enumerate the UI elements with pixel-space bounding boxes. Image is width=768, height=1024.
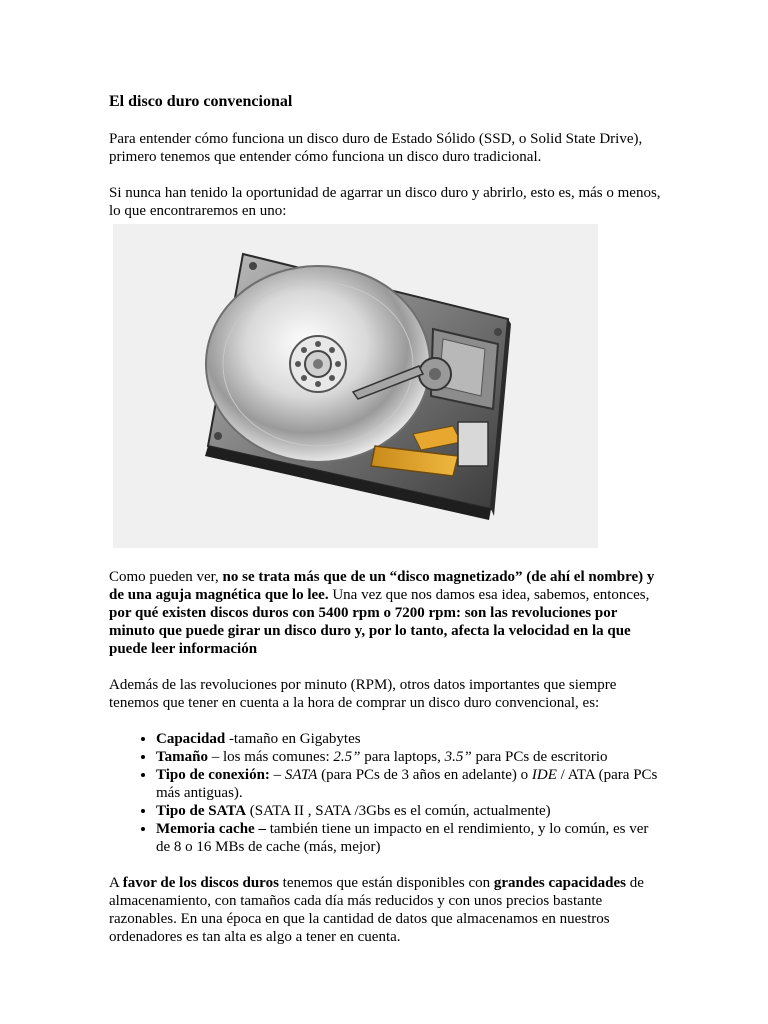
sata-type-text: (SATA II , SATA /3Gbs es el común, actualmente): [246, 803, 551, 819]
size-em-2: 3.5”: [444, 749, 472, 765]
paragraph-intro: Para entender cómo funciona un disco duro de Estado Sólido (SSD, o Solid State Drive), primero tenemos que entender cómo funciona un disco duro tradicional.: [109, 131, 643, 165]
connection-label: Tipo de conexión:: [156, 767, 270, 783]
p3-bold-1: no se trata más que de un “disco magnetizado” (de ahí el nombre) y de una aguja magnética que lo lee.: [109, 569, 655, 603]
hard-drive-illustration: [113, 224, 598, 548]
p3-text-1: Como pueden ver,: [109, 569, 223, 585]
connection-em-2: IDE: [531, 767, 557, 783]
paragraph-other-data: Además de las revoluciones por minuto (RPM), otros datos importantes que siempre tenemos que tener en cuenta a la hora de comprar un disco duro convencional, es:: [109, 677, 617, 711]
hard-drive-photo: [113, 224, 598, 548]
paragraph-magnetized-disk: [109, 568, 664, 658]
size-em-1: 2.5”: [333, 749, 361, 765]
sata-type-label: Tipo de SATA: [156, 803, 247, 819]
capacity-text: -tamaño en Gigabytes: [225, 731, 361, 747]
p5-bold-1: favor de los discos duros: [122, 875, 279, 891]
connection-em-1: SATA: [284, 767, 318, 783]
size-text-3: para PCs de escritorio: [471, 749, 608, 765]
size-text-2: para laptops,: [360, 749, 445, 765]
size-label: Tamaño: [156, 749, 208, 765]
p5-text-2: tenemos que están disponibles con: [278, 875, 494, 891]
cache-text: también tiene un impacto en el rendimiento, y lo común, es ver de 8 o 16 MBs de cache (más, mejor): [156, 821, 649, 855]
document-content: [109, 92, 664, 964]
capacity-label: Capacidad: [156, 731, 226, 747]
list-item-size: [156, 748, 664, 766]
p3-text-2: Una vez que nos damos esa idea, sabemos, entonces,: [328, 587, 650, 603]
paragraph-advantages: [109, 874, 664, 946]
paragraph-open-disk: Si nunca han tenido la oportunidad de agarrar un disco duro y abrirlo, esto es, más o menos, lo que encontraremos en uno:: [109, 185, 661, 219]
p5-bold-2: grandes capacidades: [493, 875, 626, 891]
list-item-cache: [156, 820, 664, 856]
p3-bold-2: por qué existen discos duros con 5400 rpm o 7200 rpm: son las revoluciones por minuto que puede girar un disco duro y, por lo tanto, afecta la velocidad en la que puede leer información: [109, 605, 631, 657]
cache-label: Memoria cache –: [156, 821, 266, 837]
p5-text-3: de almacenamiento, con tamaños cada día más reducidos y con unos precios bastante razonables. En una época en que la cantidad de datos que almacenamos en nuestros ordenadores es tan alta es algo a tener en cuenta.: [109, 875, 644, 945]
section-heading: El disco duro convencional: [109, 93, 293, 110]
list-item-capacity: [156, 730, 664, 748]
list-item-sata-type: [156, 802, 664, 820]
list-item-connection: [156, 766, 664, 802]
size-text-1: – los más comunes:: [207, 749, 334, 765]
connection-text-3: / ATA (para PCs más antiguas).: [156, 767, 658, 801]
connection-text-1: –: [269, 767, 285, 783]
connection-text-2: (para PCs de 3 años en adelante) o: [317, 767, 532, 783]
p5-text-1: A: [109, 875, 123, 891]
specs-list: [109, 730, 664, 856]
